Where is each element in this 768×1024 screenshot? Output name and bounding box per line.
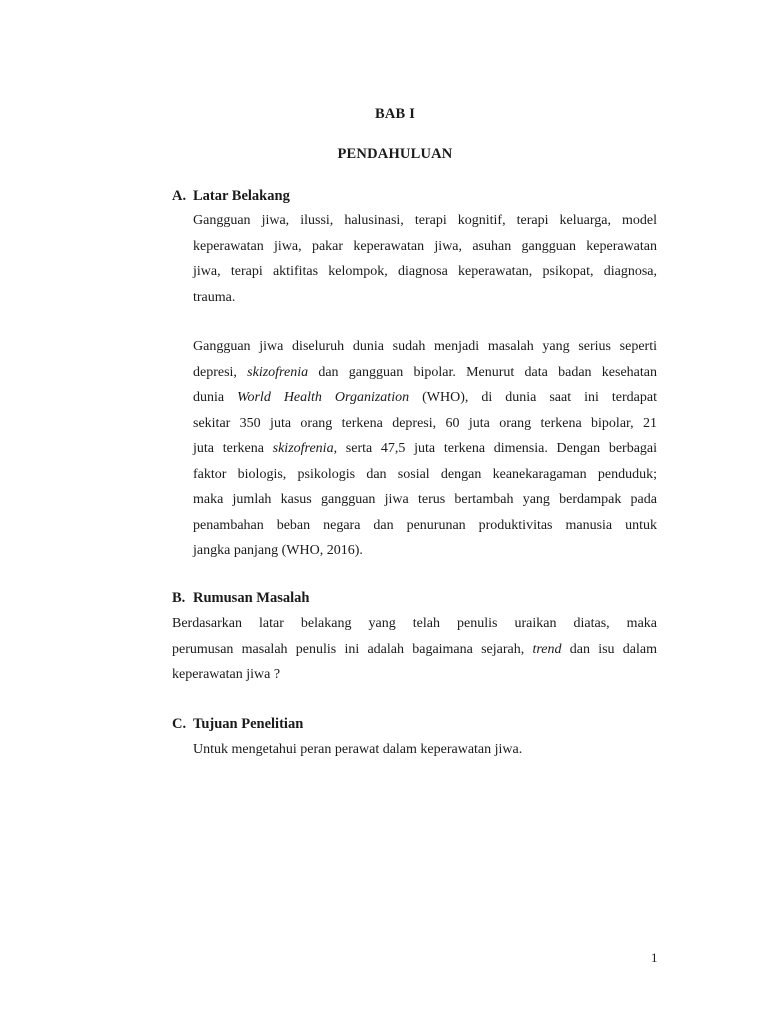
text-line: juta terkena skizofrenia, serta 47,5 juta terkena dimensia. Dengan berbagai	[193, 441, 658, 456]
term-who: World Health Organization	[237, 390, 410, 405]
text-line: sekitar 350 juta orang terkena depresi, 60 juta orang terkena bipolar, 21	[193, 415, 657, 431]
text-line: Untuk mengetahui peran perawat dalam keperawatan jiwa.	[193, 742, 523, 757]
text-line: Gangguan jiwa diseluruh dunia sudah menjadi masalah yang serius seperti	[193, 339, 657, 354]
text-line: trauma.	[193, 289, 236, 305]
latar-belakang-paragraph-1	[193, 208, 657, 310]
text-line: maka jumlah kasus gangguan jiwa terus bertambah yang berdampak pada	[193, 492, 657, 507]
text-line: jiwa, terapi aktifitas kelompok, diagnosa keperawatan, psikopat, diagnosa,	[193, 264, 657, 279]
text-line: penambahan beban negara dan penurunan produktivitas manusia untuk	[193, 517, 657, 533]
text-line: keperawatan jiwa ?	[172, 667, 281, 682]
latar-belakang-paragraph-2	[193, 334, 657, 564]
term-trend: trend	[532, 641, 562, 657]
text-line: dunia World Health Organization (WHO), di dunia saat ini terdapat	[193, 390, 657, 405]
rumusan-masalah-paragraph	[172, 611, 657, 688]
section-b-title: Rumusan Masalah	[193, 590, 310, 606]
text-line: jangka panjang (WHO, 2016).	[193, 543, 363, 558]
text-line: perumusan masalah penulis ini adalah bagaimana sejarah, trend dan isu dalam	[172, 641, 657, 657]
text-line: faktor biologis, psikologis dan sosial dengan keanekaragaman penduduk;	[193, 466, 657, 482]
text-line: depresi, skizofrenia dan gangguan bipolar. Menurut data badan kesehatan	[193, 364, 657, 380]
text-line: keperawatan jiwa, pakar keperawatan jiwa, asuhan gangguan keperawatan	[193, 238, 657, 254]
section-a-marker: A.	[172, 188, 187, 204]
tujuan-penelitian-paragraph	[193, 737, 657, 763]
section-a-title: Latar Belakang	[193, 188, 290, 204]
section-b-marker: B.	[172, 590, 186, 606]
text-line: Berdasarkan latar belakang yang telah penulis uraikan diatas, maka	[172, 616, 657, 631]
chapter-title: PENDAHULUAN	[337, 146, 453, 162]
section-c-title: Tujuan Penelitian	[193, 716, 304, 732]
section-c-marker: C.	[172, 716, 187, 732]
term-skizofrenia: skizofrenia	[247, 364, 309, 380]
term-skizofrenia: skizofrenia	[272, 441, 334, 456]
page-number: 1	[651, 950, 658, 965]
section-a-heading	[172, 188, 290, 205]
chapter-label: BAB I	[374, 106, 416, 122]
section-b-heading	[172, 590, 309, 607]
section-c-heading	[172, 716, 303, 733]
text-line: Gangguan jiwa, ilussi, halusinasi, terapi kognitif, terapi keluarga, model	[193, 213, 657, 228]
